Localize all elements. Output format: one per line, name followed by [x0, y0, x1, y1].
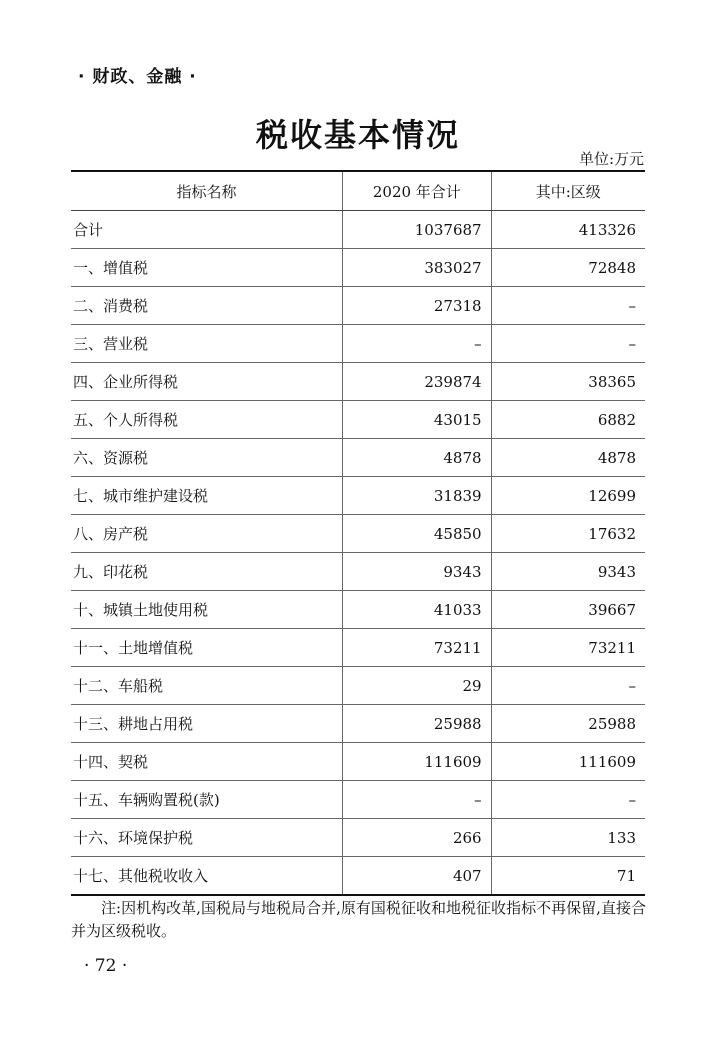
row-total: 1037687: [343, 211, 491, 249]
table-row: [71, 401, 645, 439]
row-name: 七、城市维护建设税: [71, 477, 343, 515]
row-district: 17632: [491, 515, 645, 553]
row-total: 45850: [343, 515, 491, 553]
row-total: 73211: [343, 629, 491, 667]
row-name: 十三、耕地占用税: [71, 705, 343, 743]
row-name: 十五、车辆购置税(款): [71, 781, 343, 819]
table-row: [71, 819, 645, 857]
row-district: 12699: [491, 477, 645, 515]
row-total: 407: [343, 857, 491, 896]
row-district: 133: [491, 819, 645, 857]
row-name: 十七、其他税收收入: [71, 857, 343, 896]
table-row: [71, 553, 645, 591]
row-name: 三、营业税: [71, 325, 343, 363]
row-district: 6882: [491, 401, 645, 439]
column-header-district: 其中:区级: [491, 171, 645, 211]
row-name: 四、企业所得税: [71, 363, 343, 401]
unit-label: 单位:万元: [578, 150, 644, 168]
row-total: 41033: [343, 591, 491, 629]
tax-table: [71, 170, 645, 896]
table-row: [71, 211, 645, 249]
row-district: –: [491, 287, 645, 325]
table-row: [71, 781, 645, 819]
table-body: [71, 211, 645, 896]
table-row: [71, 249, 645, 287]
column-header-name: 指标名称: [71, 171, 343, 211]
table-row: [71, 591, 645, 629]
column-header-total: 2020 年合计: [343, 171, 491, 211]
table-row: [71, 287, 645, 325]
table-row: [71, 439, 645, 477]
row-name: 五、个人所得税: [71, 401, 343, 439]
table-row: [71, 857, 645, 896]
row-district: 25988: [491, 705, 645, 743]
footnote: 注:因机构改革,国税局与地税局合并,原有国税征收和地税征收指标不再保留,直接合并为区级税收。: [71, 899, 646, 940]
table-header: [71, 171, 645, 211]
row-total: 31839: [343, 477, 491, 515]
row-total: –: [343, 325, 491, 363]
row-total: 4878: [343, 439, 491, 477]
row-district: 9343: [491, 553, 645, 591]
row-district: 72848: [491, 249, 645, 287]
row-district: 38365: [491, 363, 645, 401]
row-name: 十二、车船税: [71, 667, 343, 705]
row-total: –: [343, 781, 491, 819]
row-name: 合计: [71, 211, 343, 249]
row-name: 十一、土地增值税: [71, 629, 343, 667]
row-total: 266: [343, 819, 491, 857]
table-row: [71, 705, 645, 743]
row-name: 十四、契税: [71, 743, 343, 781]
row-district: 111609: [491, 743, 645, 781]
row-district: 4878: [491, 439, 645, 477]
row-name: 十六、环境保护税: [71, 819, 343, 857]
row-name: 六、资源税: [71, 439, 343, 477]
row-name: 一、增值税: [71, 249, 343, 287]
row-district: –: [491, 325, 645, 363]
row-district: –: [491, 667, 645, 705]
row-total: 383027: [343, 249, 491, 287]
section-header: · 财政、金融 ·: [78, 67, 197, 87]
row-district: 73211: [491, 629, 645, 667]
row-total: 27318: [343, 287, 491, 325]
row-district: 413326: [491, 211, 645, 249]
header-row: [71, 171, 645, 211]
row-name: 八、房产税: [71, 515, 343, 553]
table-row: [71, 363, 645, 401]
row-total: 9343: [343, 553, 491, 591]
page-number: · 72 ·: [84, 956, 128, 976]
row-district: 39667: [491, 591, 645, 629]
row-total: 25988: [343, 705, 491, 743]
row-total: 111609: [343, 743, 491, 781]
row-name: 九、印花税: [71, 553, 343, 591]
row-name: 二、消费税: [71, 287, 343, 325]
table-row: [71, 325, 645, 363]
row-total: 29: [343, 667, 491, 705]
page-title: 税收基本情况: [255, 116, 460, 154]
table-row: [71, 629, 645, 667]
row-district: 71: [491, 857, 645, 896]
row-district: –: [491, 781, 645, 819]
table-row: [71, 477, 645, 515]
row-total: 239874: [343, 363, 491, 401]
table-row: [71, 743, 645, 781]
row-name: 十、城镇土地使用税: [71, 591, 343, 629]
table-row: [71, 667, 645, 705]
row-total: 43015: [343, 401, 491, 439]
table-row: [71, 515, 645, 553]
